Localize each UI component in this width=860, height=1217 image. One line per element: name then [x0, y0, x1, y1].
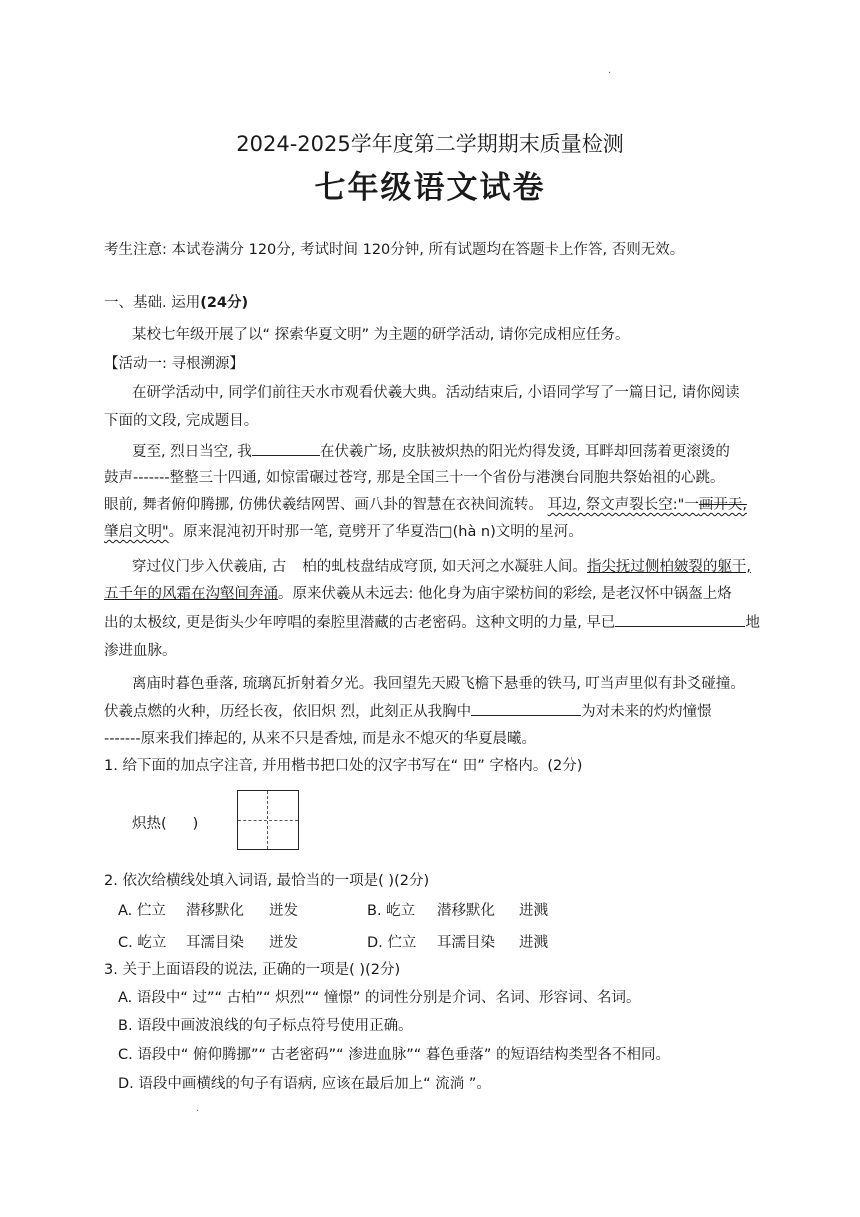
- q2-option-c: C. 屹立: [118, 935, 167, 951]
- question-3: 3. 关于上面语段的说法, 正确的一项是( )(2分): [104, 962, 401, 978]
- q3-option-a: A. 语段中“ 过”“ 古柏”“ 炽烈”“ 憧憬” 的词性分别是介词、名词、形容词、名词。: [118, 990, 641, 1006]
- speck-mark: ·: [608, 68, 612, 79]
- passage-line: 眼前, 舞者俯仰腾挪, 仿佛伏羲结网罟、画八卦的智慧在衣袂间流转。 耳边, 祭文声裂长空:"一画开天,: [104, 497, 747, 513]
- section-intro: 某校七年级开展了以“ 探索华夏文明” 为主题的研学活动, 请你完成相应任务。: [132, 327, 630, 343]
- passage-line: 穿过仪门步入伏羲庙, 古 柏的虬枝盘结成穹顶, 如天河之水凝驻人间。指尖抚过侧柏皴裂的躯干,: [132, 559, 752, 575]
- q2-option-b: B. 屹立: [367, 903, 416, 919]
- q2-option-b: 进溅: [519, 903, 548, 919]
- answer-blank-3: [471, 701, 581, 716]
- speck-mark: ·: [196, 1106, 200, 1117]
- q3-option-d: D. 语段中画横线的句子有语病, 应该在最后加上“ 流淌 ”。: [118, 1076, 491, 1092]
- lead-text: 在研学活动中, 同学们前往天水市观看伏羲大典。活动结束后, 小语同学写了一篇日记, 请你阅读: [132, 385, 740, 401]
- answer-blank-1: [252, 441, 320, 456]
- passage-line: 渗进血脉。: [104, 643, 177, 659]
- q3-option-c: C. 语段中“ 俯仰腾挪”“ 古老密码”“ 渗进血脉”“ 暮色垂落” 的短语结构类型各不相同。: [118, 1047, 670, 1063]
- exam-subtitle: 七年级语文试卷: [314, 170, 546, 206]
- q2-option-d: 耳濡目染: [437, 935, 495, 951]
- wavy-underlined-sentence: 耳边, 祭文声裂长空:"一画开天,: [547, 497, 747, 513]
- passage-line: 鼓声-------整整三十四通, 如惊雷碾过苍穹, 那是全国三十一个省份与港澳台同胞共祭始祖的心跳。: [104, 470, 725, 486]
- q1-pinyin-prompt: 炽热( ): [132, 816, 199, 832]
- q2-option-c: 耳濡目染: [186, 935, 244, 951]
- tian-grid-box: [237, 790, 299, 850]
- q3-option-b: B. 语段中画波浪线的句子标点符号使用正确。: [118, 1018, 413, 1034]
- underlined-sentence: 五千年的风霜在沟壑间奔涌: [104, 586, 278, 602]
- q2-option-a: 潜移默化: [186, 903, 244, 919]
- section-heading: 一、基础. 运用(24分): [104, 295, 249, 311]
- underlined-sentence: 指尖抚过侧柏皴裂的躯干,: [586, 559, 752, 575]
- q2-option-d: 进溅: [519, 935, 548, 951]
- exam-notice: 考生注意: 本试卷满分 120分, 考试时间 120分钟, 所有试题均在答题卡上作答, 否则无效。: [104, 242, 685, 258]
- lead-text: 下面的文段, 完成题目。: [104, 413, 259, 429]
- q2-option-c: 迸发: [269, 935, 298, 951]
- passage-line: 肇启文明"。原来混沌初开时那一笔, 竟劈开了华夏浩□(hà n)文明的星河。: [104, 524, 583, 540]
- q2-option-b: 潜移默化: [437, 903, 495, 919]
- passage-line: 离庙时暮色垂落, 琉璃瓦折射着夕光。我回望先天殿飞檐下悬垂的铁马, 叮当声里似有卦爻碰撞。: [132, 676, 745, 692]
- answer-blank-2: [615, 612, 745, 627]
- passage-line: 出的太极纹, 更是街头少年哼唱的秦腔里潜藏的古老密码。这种文明的力量, 早已 地: [104, 612, 760, 633]
- passage-line: -------原来我们捧起的, 从来不只是香烛, 而是永不熄灭的华夏晨曦。: [104, 731, 537, 747]
- passage-line: 伏羲点燃的火种，历经长夜，依旧炽 烈，此刻正从我胸中 为对未来的灼灼憧憬: [104, 701, 712, 722]
- question-2: 2. 依次给横线处填入词语, 最恰当的一项是( )(2分): [104, 873, 430, 889]
- missing-character-box: □: [438, 524, 453, 540]
- q2-option-d: D. 伫立: [367, 935, 417, 951]
- exam-title: 2024-2025学年度第二学期期末质量检测: [236, 132, 624, 156]
- passage-line: 五千年的风霜在沟壑间奔涌。原来伏羲从未远去: 他化身为庙宇梁枋间的彩绘, 是老汉怀中锅盔上烙: [104, 586, 732, 602]
- q2-option-a: A. 伫立: [118, 903, 166, 919]
- q2-option-a: 迸发: [269, 903, 298, 919]
- passage-line: 夏至, 烈日当空, 我 在伏羲广场, 皮肤被炽热的阳光灼得发烫, 耳畔却回荡着更滚烫的: [132, 441, 730, 462]
- question-1: 1. 给下面的加点字注音, 并用楷书把口处的汉字书写在“ 田” 字格内。(2分): [104, 758, 583, 774]
- activity-heading: 【活动一: 寻根溯源】: [104, 356, 244, 372]
